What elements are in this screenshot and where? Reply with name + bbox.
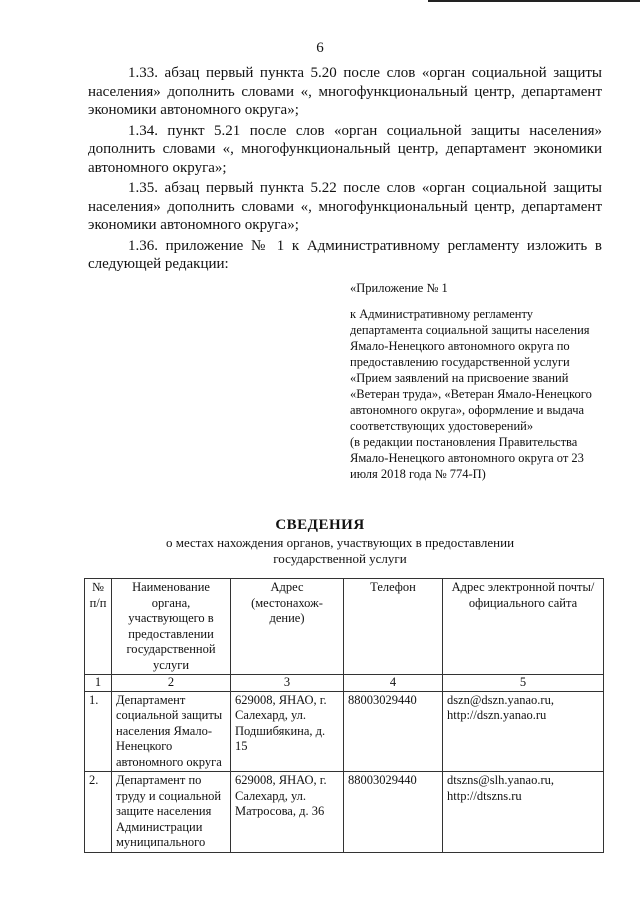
organ-name: Департамент по труду и социальной защите населения Администрации муниципального <box>112 772 231 853</box>
paragraph: 1.35. абзац первый пункта 5.22 после слов «орган социальной защиты населения» дополнить словами «, многофункциональный центр, департамент экономики автономного округа»; <box>88 180 602 233</box>
column-number: 4 <box>344 675 443 692</box>
column-number-row <box>85 675 604 692</box>
appendix-revision: (в редакции постановления Правительства Ямало-Ненецкого автономного округа от 23 июля 2018 года № 774-П) <box>350 435 584 481</box>
section-subheading: о местах нахождения органов, участвующих в предоставлении государственной услуги <box>165 535 515 566</box>
column-number: 2 <box>112 675 231 692</box>
row-number: 2. <box>85 772 112 853</box>
organ-phone: 88003029440 <box>344 691 443 772</box>
appendix-text: к Административному регламенту департамента социальной защиты населения Ямало-Ненецкого автономного округа по предоставлению государственной услуги «Прием заявлений на присвоение званий «Ветеран труда», «Ветеран Ямало-Ненецкого автономного округа», оформление и выдача соответствующих удостоверений» <box>350 307 592 433</box>
appendix-block <box>350 280 608 482</box>
column-number: 5 <box>443 675 604 692</box>
organ-address: 629008, ЯНАО, г. Салехард, ул. Матросова, д. 36 <box>231 772 344 853</box>
top-rule <box>428 0 640 2</box>
paragraph: 1.33. абзац первый пункта 5.20 после слов «орган социальной защиты населения» дополнить словами «, многофункциональный центр, департамент экономики автономного округа»; <box>88 65 602 118</box>
organ-name: Департамент социальной защиты населения Ямало-Ненецкого автономного округа <box>112 691 231 772</box>
page-number: 6 <box>316 40 324 56</box>
table-header-row <box>85 579 604 675</box>
organ-email: dtszns@slh.yanao.ru, http://dtszns.ru <box>443 772 604 853</box>
table-row <box>85 772 604 853</box>
table-header-cell: Адрес (местонахож-дение) <box>231 579 344 675</box>
table-header-cell: Адрес электронной почты/официального сайта <box>443 579 604 675</box>
paragraph: 1.36. приложение № 1 к Административному регламенту изложить в следующей редакции: <box>88 237 602 272</box>
column-number: 1 <box>85 675 112 692</box>
organ-address: 629008, ЯНАО, г. Салехард, ул. Подшибякина, д. 15 <box>231 691 344 772</box>
table-header-cell: Телефон <box>344 579 443 675</box>
table-header-cell: Наименование органа, участвующего в предоставлении государственной услуги <box>112 579 231 675</box>
bodies-table <box>84 578 604 853</box>
appendix-title: «Приложение № 1 <box>350 281 448 295</box>
section-heading: СВЕДЕНИЯ <box>275 517 365 533</box>
paragraph: 1.34. пункт 5.21 после слов «орган социальной защиты населения» дополнить словами «, многофункциональный центр, департамент экономики автономного округа»; <box>88 122 602 176</box>
row-number: 1. <box>85 691 112 772</box>
table-header-cell: № п/п <box>85 579 112 675</box>
organ-phone: 88003029440 <box>344 772 443 853</box>
table-row <box>85 691 604 772</box>
body-text <box>88 64 602 276</box>
column-number: 3 <box>231 675 344 692</box>
organ-email: dszn@dszn.yanao.ru, http://dszn.yanao.ru <box>443 691 604 772</box>
